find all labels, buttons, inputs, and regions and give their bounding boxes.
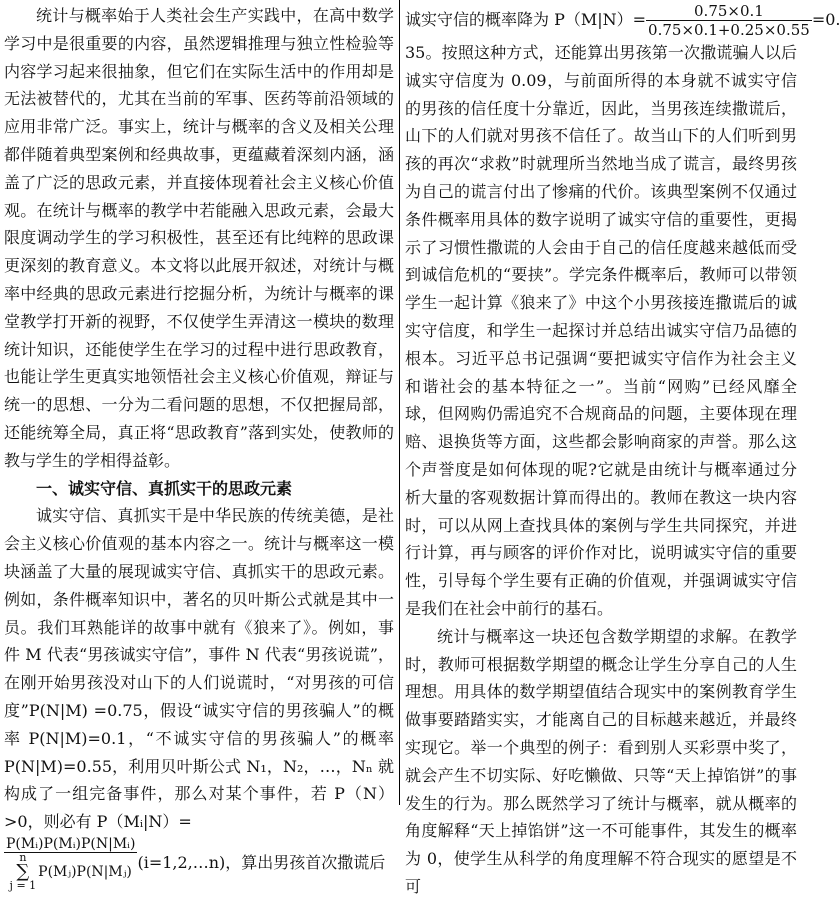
expectation-paragraph: 统计与概率这一块还包含数学期望的求解。在教学时，教师可根据数学期望的概念让学生分享自己的人生理想。用具体的数学期望值结合现实中的案例教育学生做事要踏踏实实，才能离自己的目标越来越近，并最终实现它。举一个典型的例子：看到别人买彩票中奖了，就会产生不切实际、好吃懒做、只等“天上掉馅饼”的事发生的行为。那么既然学习了统计与概率，就从概率的角度解释“天上掉馅饼”这一不可能事件，其发生的概率为 0，使学生从科学的角度理解不符合现实的愿望是不可 [405,626,797,896]
bayes-tail-text: (i=1,2,…n)，算出男孩首次撒谎后 [137,852,386,872]
fraction-numerator: 0.75×0.1 [646,2,812,21]
sum-symbol: n ∑ j = 1 [9,850,37,892]
probability-fraction [646,2,812,39]
section-paragraph-text: 诚实守信、真抓实干是中华民族的传统美德，是社会主义核心价值观的基本内容之一。统计与概率这一模块涵盖了大量的展现诚实守信、真抓实干的思政元素。例如，条件概率知识中，著名的贝叶斯公式就是其中一员。我们耳熟能详的故事中就有《狼来了》。例如，事件 M 代表“男孩诚实守信”，事件 N 代表“男孩说谎”，在刚开始男孩没对山下的人们说谎时，“对男孩的可信度”P(N|M) =0.75，假设“诚实守信的男孩骗人”的概率 P(N|M)=0.1，“不诚实守信的男孩骗人”的概率 P(N|M)=0.55，利用贝叶斯公式 N₁，N₂，…，Nₙ 就构成了一组完备事件，那么对某个事件，若 P（N）>0，则必有 P（Mᵢ|N）= [4,506,394,832]
bayes-numerator: P(Mᵢ)P(Mᵢ)P(N|Mᵢ) [6,835,136,852]
continuation-paragraph: 35。按照这种方式，还能算出男孩第一次撒谎骗人以后诚实守信度为 0.09，与前面所得的本身就不诚实守信的男孩的信任度十分靠近，因此，当男孩连续撒谎后，山下的人们就对男孩不信任了。故当山下的人们听到男孩的再次“求救”时就理所当然地当成了谎言，最终男孩为自己的谎言付出了惨痛的代价。该典型案例不仅通过条件概率用具体的数字说明了诚实守信的重要性，更揭示了习惯性撒谎的人会由于自己的信任度越来越低而受到诚信危机的“要挟”。学完条件概率后，教师可以带领学生一起计算《狼来了》中这个小男孩接连撒谎后的诚实守信度，和学生一起探讨并总结出诚实守信乃品德的根本。习近平总书记强调“要把诚实守信作为社会主义和谐社会的基本特征之一”。当前“网购”已经风靡全球，但网购仍需追究不合规商品的问题，主要体现在理赔、退换货等方面，这些都会影响商家的声誉。那么这个声誉度是如何体现的呢?它就是由统计与概率通过分析大量的客观数据计算而得出的。教师在教这一块内容时，可以从网上查找具体的案例与学生共同探究，并进行计算，再与顾客的评价作对比，说明诚实守信的重要性，引导每个学生要有正确的价值观，并强调诚实守信是我们在社会中前行的基石。 [405,43,797,618]
section-heading: 一、诚实守信、真抓实干的思政元素 [36,478,293,498]
formula-tail-text: =0. [811,10,840,29]
sum-lower-limit: j = 1 [9,878,37,892]
column-divider [399,0,400,805]
sum-upper-limit: n [19,850,27,864]
formula-lead-text: 诚实守信的概率降为 P（M|N）= [405,10,647,29]
fraction-denominator: 0.75×0.1+0.25×0.55 [648,21,810,39]
bayes-fraction [4,836,137,891]
left-column [4,2,394,891]
probability-formula-line [405,2,840,39]
right-column [405,2,840,901]
bayes-denominator-term: P(Mⱼ)P(N|Mⱼ) [38,863,132,880]
bayes-formula-line [4,836,394,891]
intro-paragraph: 统计与概率始于人类社会生产实践中，在高中数学学习中是很重要的内容，虽然逻辑推理与独立性检验等内容学习起来很抽象，但它们在实际生活中的作用却是无法被替代的，尤其在当前的军事、医药等前沿领域的应用非常广泛。事实上，统计与概率的含义及相关公理都伴随着典型案例和经典故事，更蕴藏着深刻内涵，涵盖了广泛的思政元素，并直接体现着社会主义核心价值观。在统计与概率的教学中若能融入思政元素，会最大限度调动学生的学习积极性，甚至还有比纯粹的思政课更深刻的教育意义。本文将以此展开叙述，对统计与概率中经典的思政元素进行挖掘分析，为统计与概率的课堂教学打开新的视野，不仅使学生弄清这一模块的数理统计知识，还能使学生在学习的过程中进行思政教育，也能让学生更真实地领悟社会主义核心价值观，辩证与统一的思想、一分为二看问题的思想，不仅把握局部，还能统筹全局，真正将“思政教育”落到实处，使教师的教与学生的学相得益彰。 [4,6,394,470]
bayes-denominator [4,850,137,892]
section-paragraph [4,502,394,836]
